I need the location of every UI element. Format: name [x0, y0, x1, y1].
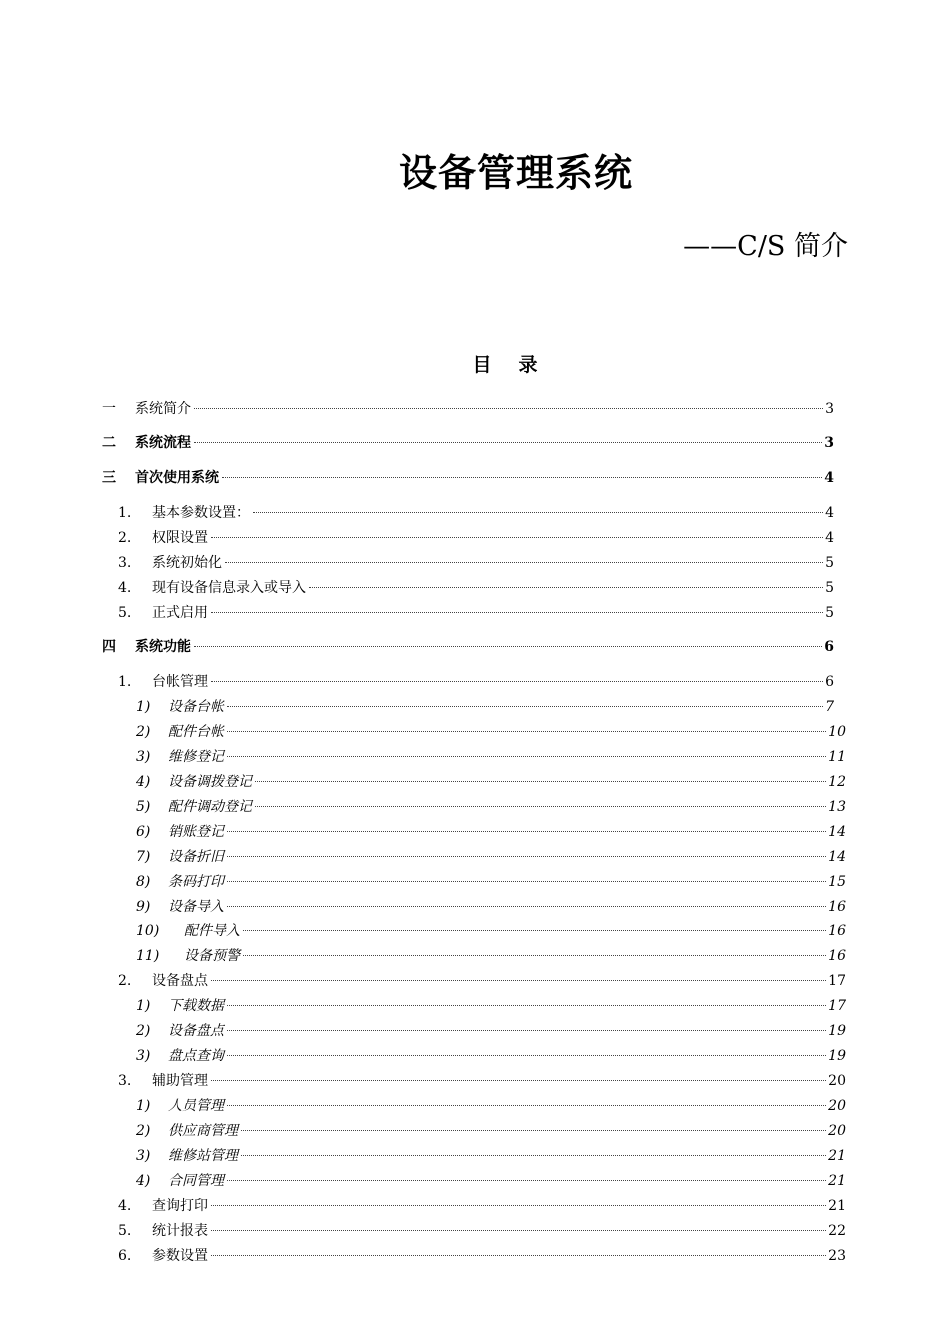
toc-entry-page: 4 [825, 505, 834, 521]
toc-entry-page: 3 [824, 435, 834, 451]
toc-entry-label: 供应商管理 [168, 1123, 238, 1139]
toc-entry-label: 维修站管理 [168, 1148, 238, 1164]
toc-entry[interactable] [118, 1071, 846, 1091]
toc-entry-number: 3. [118, 1073, 132, 1089]
toc-entry[interactable] [102, 468, 834, 488]
toc-dot-leader [227, 1030, 826, 1031]
toc-entry-label: 人员管理 [168, 1098, 224, 1114]
toc-entry[interactable] [118, 503, 834, 523]
toc-dot-leader [241, 1155, 826, 1156]
toc-dot-leader [211, 537, 823, 538]
toc-dot-leader [194, 442, 822, 443]
toc-entry-number: 4. [118, 1198, 132, 1214]
toc-entry-page: 20 [828, 1098, 846, 1114]
toc-dot-leader [211, 1255, 826, 1256]
toc-entry-page: 16 [828, 899, 846, 915]
toc-entry-label: 设备盘点 [152, 973, 208, 989]
toc-entry-number: 7) [136, 849, 151, 865]
document-subtitle: ——C/S 简介 [683, 231, 848, 262]
toc-entry-number: 2) [136, 1123, 151, 1139]
toc-entry-number: 5. [118, 1223, 132, 1239]
toc-dot-leader [227, 906, 826, 907]
toc-entry-number: 1. [118, 505, 132, 521]
toc-dot-leader [227, 706, 823, 707]
toc-entry-page: 13 [828, 799, 846, 815]
toc-entry-page: 4 [824, 470, 834, 486]
toc-entry-label: 设备盘点 [168, 1023, 224, 1039]
toc-entry-label: 系统初始化 [152, 555, 222, 571]
toc-entry-page: 19 [828, 1023, 846, 1039]
toc-entry-label: 配件调动登记 [168, 799, 252, 815]
toc-entry-number: 2) [136, 724, 151, 740]
toc-entry[interactable] [118, 971, 846, 991]
toc-entry[interactable] [136, 946, 846, 966]
toc-entry-label: 台帐管理 [152, 674, 208, 690]
toc-dot-leader [227, 1055, 826, 1056]
toc-entry-number: 5) [136, 799, 151, 815]
toc-entry-page: 20 [828, 1073, 846, 1089]
toc-entry[interactable] [136, 1121, 846, 1141]
toc-entry-page: 16 [828, 923, 846, 939]
toc-entry[interactable] [102, 637, 834, 657]
toc-entry-label: 合同管理 [168, 1173, 224, 1189]
toc-dot-leader [227, 1005, 826, 1006]
toc-entry-number: 四 [102, 639, 116, 655]
toc-entry-label: 系统简介 [135, 401, 191, 417]
toc-dot-leader [211, 1230, 826, 1231]
toc-entry-number: 二 [102, 435, 116, 451]
toc-entry[interactable] [136, 822, 846, 842]
toc-entry-page: 5 [825, 605, 834, 621]
toc-entry[interactable] [102, 433, 834, 453]
toc-entry[interactable] [118, 672, 834, 692]
toc-dot-leader [222, 477, 822, 478]
toc-entry-number: 1) [136, 1098, 151, 1114]
toc-entry-label: 基本参数设置： [152, 505, 250, 521]
toc-entry-number: 11) [136, 948, 160, 964]
toc-entry-page: 4 [825, 530, 834, 546]
toc-entry-label: 统计报表 [152, 1223, 208, 1239]
toc-entry-number: 4) [136, 1173, 151, 1189]
toc-entry-label: 盘点查询 [168, 1048, 224, 1064]
toc-entry-page: 3 [825, 401, 834, 417]
toc-entry-page: 6 [825, 674, 834, 690]
toc-entry[interactable] [102, 399, 834, 419]
toc-entry-label: 现有设备信息录入或导入 [152, 580, 306, 596]
toc-dot-leader [211, 1205, 826, 1206]
toc-dot-leader [211, 612, 823, 613]
toc-entry[interactable] [136, 996, 846, 1016]
toc-entry-page: 19 [828, 1048, 846, 1064]
toc-dot-leader [243, 955, 826, 956]
toc-dot-leader [309, 587, 823, 588]
toc-entry-number: 10) [136, 923, 160, 939]
toc-entry-number: 一 [102, 401, 116, 417]
toc-entry-page: 21 [828, 1148, 846, 1164]
toc-entry-page: 10 [828, 724, 846, 740]
toc-entry[interactable] [136, 1146, 846, 1166]
toc-entry[interactable] [136, 847, 846, 867]
toc-dot-leader [255, 806, 826, 807]
toc-entry-label: 首次使用系统 [135, 470, 219, 486]
toc-entry-label: 系统流程 [135, 435, 191, 451]
toc-dot-leader [243, 930, 826, 931]
toc-entry[interactable] [136, 1096, 846, 1116]
toc-dot-leader [225, 562, 823, 563]
toc-entry-page: 15 [828, 874, 846, 890]
toc-dot-leader [227, 1105, 826, 1106]
toc-entry-page: 22 [828, 1223, 846, 1239]
toc-entry[interactable] [136, 1046, 846, 1066]
toc-heading: 目 录 [472, 354, 542, 376]
toc-entry-label: 维修登记 [168, 749, 224, 765]
toc-entry-label: 下载数据 [168, 998, 224, 1014]
toc-dot-leader [255, 781, 826, 782]
toc-entry-number: 9) [136, 899, 151, 915]
toc-dot-leader [227, 1180, 826, 1181]
toc-entry-label: 设备调拨登记 [168, 774, 252, 790]
toc-entry-number: 3) [136, 1048, 151, 1064]
toc-entry[interactable] [136, 722, 846, 742]
toc-entry-page: 6 [824, 639, 834, 655]
toc-entry-number: 2. [118, 530, 132, 546]
toc-dot-leader [227, 881, 826, 882]
toc-entry[interactable] [136, 747, 846, 767]
toc-entry-label: 设备预警 [184, 948, 240, 964]
toc-entry-number: 6) [136, 824, 151, 840]
toc-entry-page: 14 [828, 824, 846, 840]
toc-entry-page: 20 [828, 1123, 846, 1139]
toc-entry[interactable] [118, 1221, 846, 1241]
toc-entry[interactable] [118, 1196, 846, 1216]
toc-entry-label: 设备折旧 [168, 849, 224, 865]
toc-dot-leader [211, 1080, 826, 1081]
toc-entry-page: 21 [828, 1173, 846, 1189]
toc-entry-page: 21 [828, 1198, 846, 1214]
toc-entry-number: 4. [118, 580, 132, 596]
toc-entry-number: 3. [118, 555, 132, 571]
toc-dot-leader [241, 1130, 826, 1131]
toc-entry-label: 权限设置 [152, 530, 208, 546]
toc-entry[interactable] [136, 1171, 846, 1191]
toc-dot-leader [227, 731, 826, 732]
toc-entry-number: 1. [118, 674, 132, 690]
toc-entry-label: 辅助管理 [152, 1073, 208, 1089]
toc-entry-label: 查询打印 [152, 1198, 208, 1214]
toc-entry[interactable] [118, 1246, 846, 1266]
toc-entry-page: 12 [828, 774, 846, 790]
toc-entry[interactable] [136, 897, 846, 917]
toc-entry[interactable] [136, 697, 834, 717]
toc-entry-label: 设备导入 [168, 899, 224, 915]
toc-dot-leader [211, 681, 823, 682]
toc-entry-page: 5 [825, 580, 834, 596]
toc-entry[interactable] [136, 797, 846, 817]
toc-entry[interactable] [118, 528, 834, 548]
toc-entry-number: 4) [136, 774, 151, 790]
toc-entry-number: 三 [102, 470, 116, 486]
toc-entry-page: 14 [828, 849, 846, 865]
toc-entry-number: 3) [136, 749, 151, 765]
toc-entry-number: 1) [136, 998, 151, 1014]
toc-entry-label: 系统功能 [135, 639, 191, 655]
document-title: 设备管理系统 [398, 151, 633, 195]
toc-entry-label: 设备台帐 [168, 699, 224, 715]
toc-dot-leader [227, 831, 826, 832]
toc-entry-label: 参数设置 [152, 1248, 208, 1264]
toc-entry[interactable] [118, 578, 834, 598]
toc-entry-number: 3) [136, 1148, 151, 1164]
toc-entry-number: 5. [118, 605, 132, 621]
toc-entry-page: 17 [828, 973, 846, 989]
toc-entry-page: 7 [825, 699, 834, 715]
toc-entry-label: 条码打印 [168, 874, 224, 890]
toc-entry-label: 配件台帐 [168, 724, 224, 740]
toc-entry-page: 17 [828, 998, 846, 1014]
toc-dot-leader [194, 646, 822, 647]
toc-entry-label: 正式启用 [152, 605, 208, 621]
toc-dot-leader [227, 856, 826, 857]
toc-entry-number: 8) [136, 874, 151, 890]
toc-entry-page: 11 [828, 749, 846, 765]
toc-entry[interactable] [118, 553, 834, 573]
toc-entry[interactable] [136, 1021, 846, 1041]
toc-entry[interactable] [118, 603, 834, 623]
toc-entry-page: 5 [825, 555, 834, 571]
toc-dot-leader [253, 512, 823, 513]
toc-entry-label: 配件导入 [184, 923, 240, 939]
toc-entry-page: 16 [828, 948, 846, 964]
toc-dot-leader [227, 756, 826, 757]
toc-entry-number: 6. [118, 1248, 132, 1264]
toc-entry-page: 23 [828, 1248, 846, 1264]
toc-entry-number: 2. [118, 973, 132, 989]
toc-entry-number: 1) [136, 699, 151, 715]
toc-dot-leader [211, 980, 826, 981]
toc-entry[interactable] [136, 772, 846, 792]
toc-dot-leader [194, 408, 823, 409]
toc-entry-label: 销账登记 [168, 824, 224, 840]
toc-entry[interactable] [136, 872, 846, 892]
toc-entry-number: 2) [136, 1023, 151, 1039]
toc-entry[interactable] [136, 921, 846, 941]
